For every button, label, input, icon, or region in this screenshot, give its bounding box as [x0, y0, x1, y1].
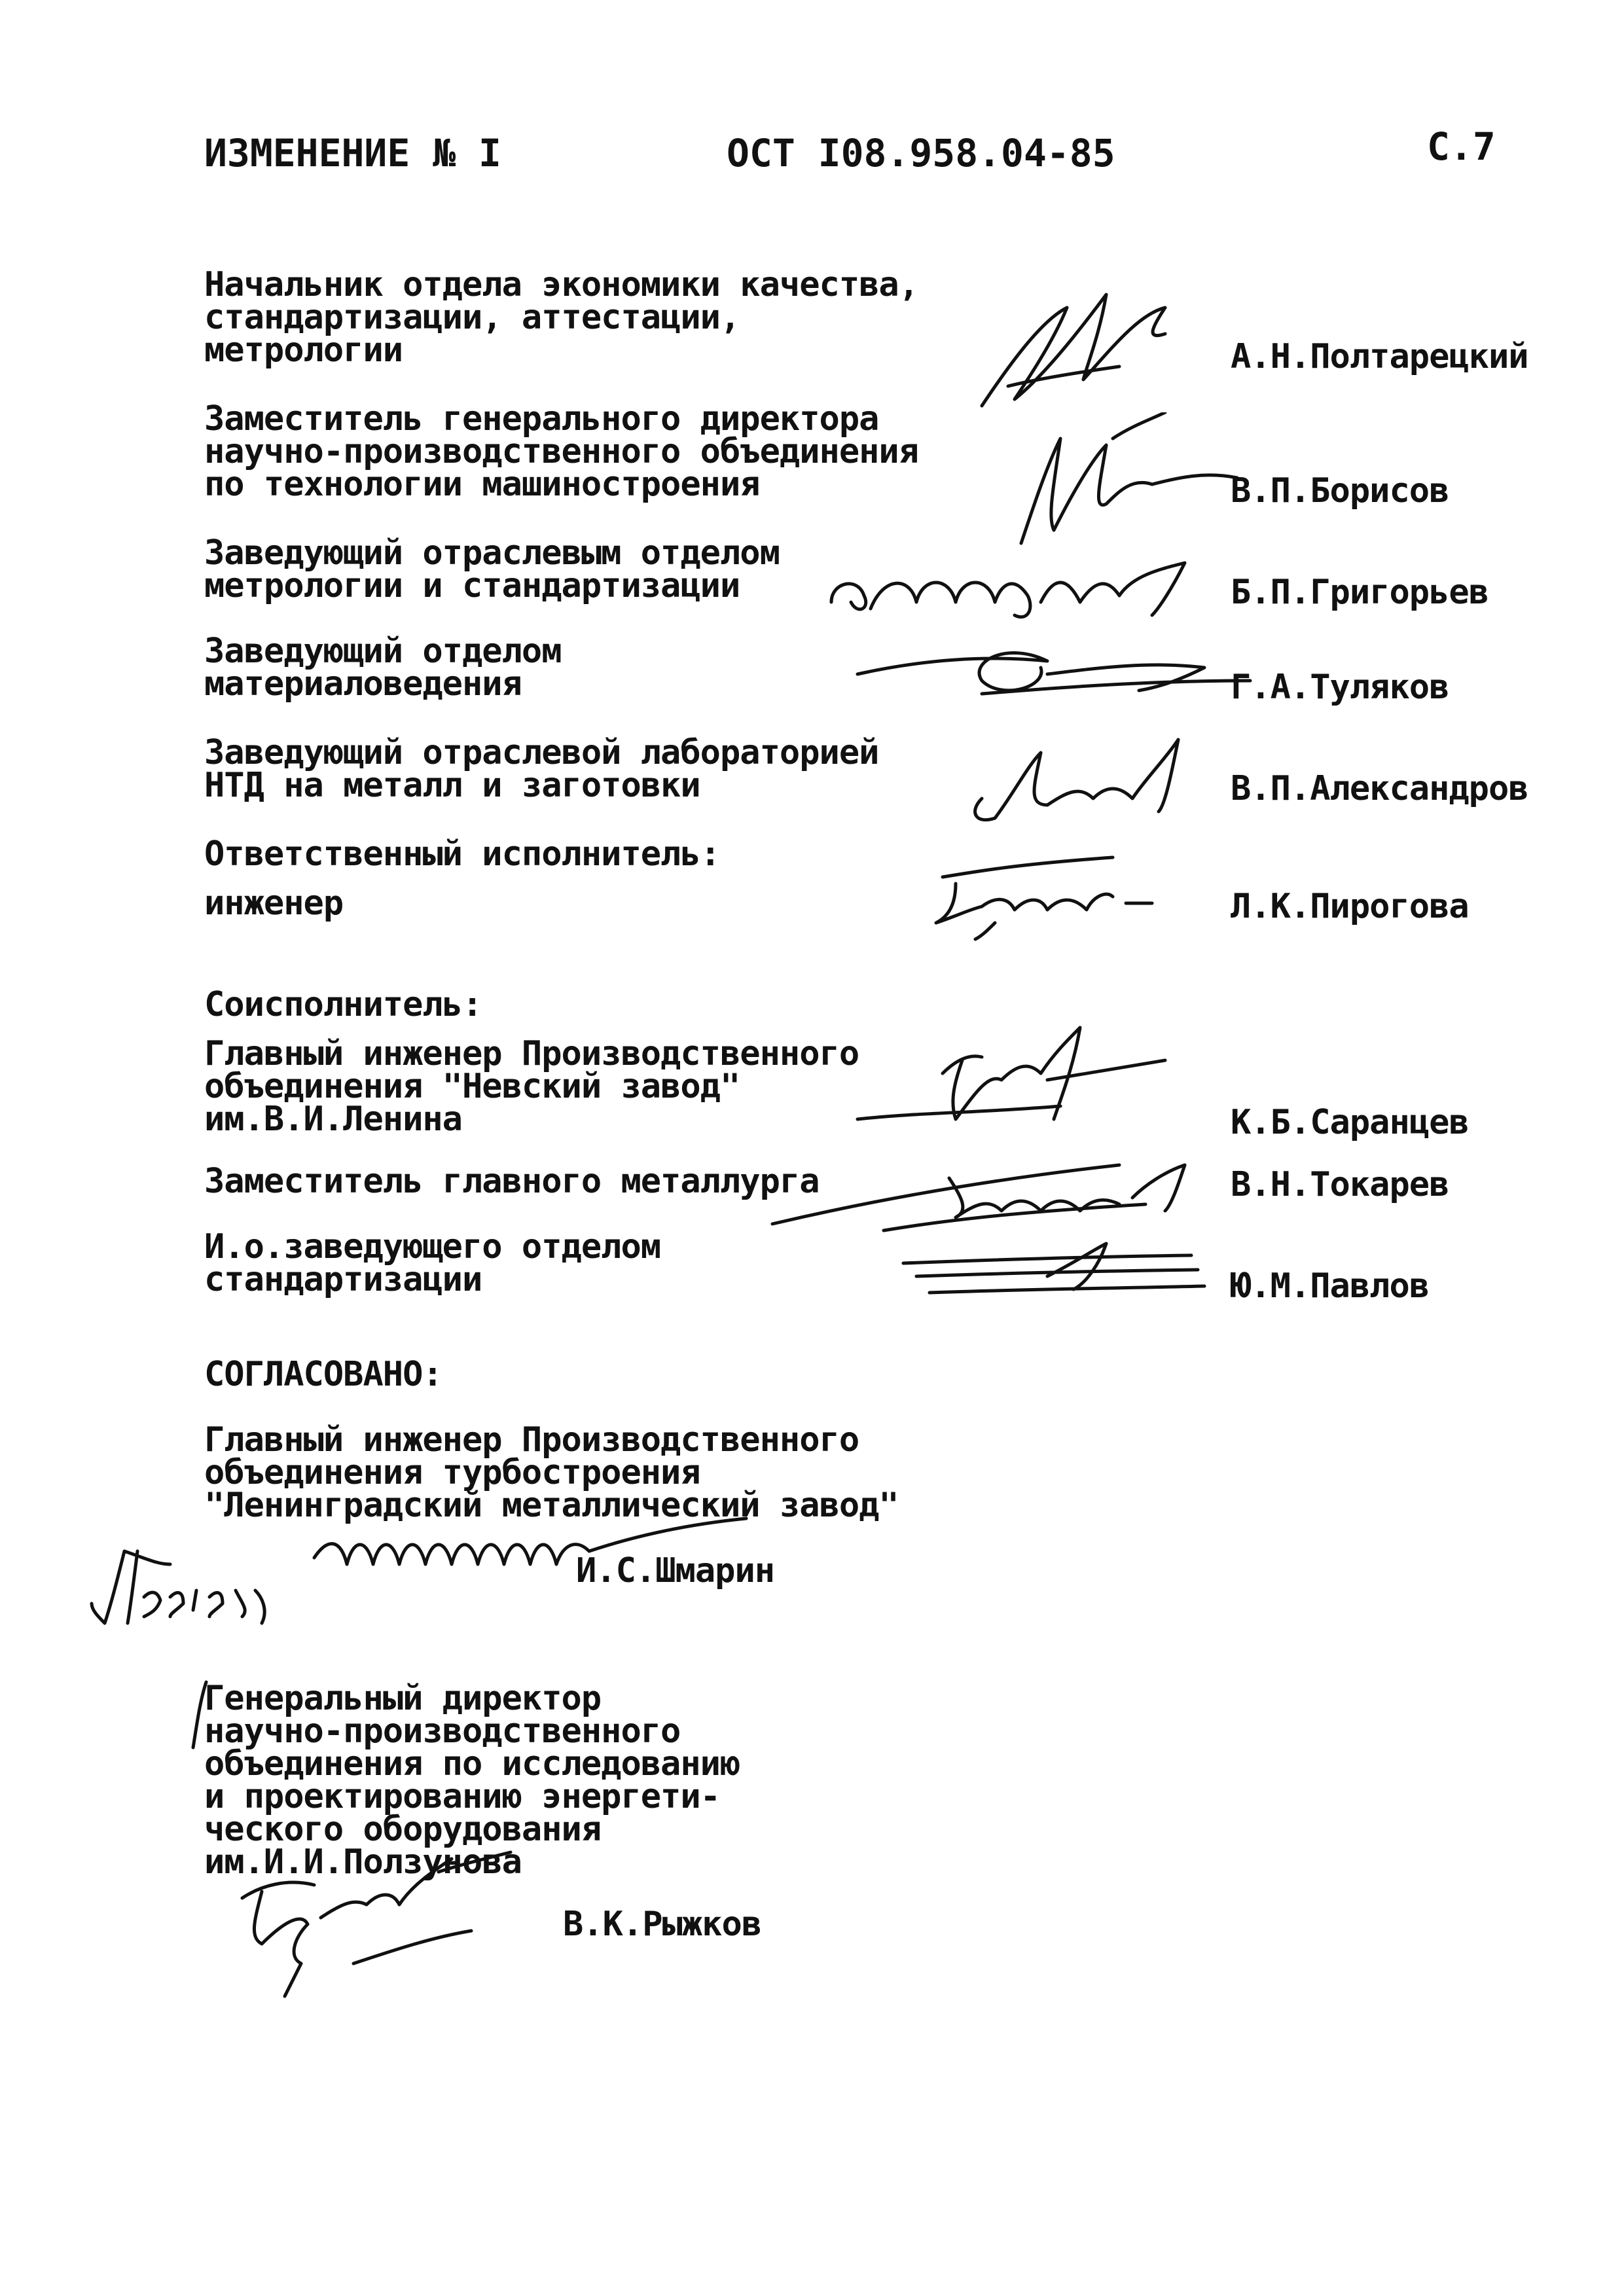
signature-pirogova [916, 844, 1165, 942]
signatory-name-3: Б.П.Григорьев [1231, 573, 1489, 612]
agreed-name-1: И.С.Шмарин [576, 1551, 775, 1590]
signature-ryzhkov [223, 1833, 576, 2003]
signature-sarantsev [851, 1001, 1191, 1145]
agreed-heading: СОГЛАСОВАНО: [204, 1355, 442, 1394]
coexecutor-title-3: И.о.заведующего отделом стандартизации [204, 1227, 661, 1299]
signature-pavlov [890, 1230, 1218, 1302]
signatory-title-2: Заместитель генерального директора научно-производственного объединения по технологии машиностроения [204, 399, 919, 504]
signature-aleksandrov [962, 726, 1211, 831]
signatory-title-3: Заведующий отраслевым отделом метрологии и стандартизации [204, 533, 780, 605]
coexecutor-name-2: В.Н.Токарев [1231, 1165, 1449, 1204]
coexecutor-name-3: Ю.М.Павлов [1231, 1266, 1430, 1306]
signature-shmarin [288, 1499, 785, 1604]
signatory-title-1: Начальник отдела экономики качества, стандартизации, аттестации, метрологии [204, 265, 919, 370]
coexecutor-name-1: К.Б.Саранцев [1231, 1103, 1469, 1142]
page-number: С.7 [1427, 124, 1496, 169]
signature-poltaretsky [969, 268, 1204, 419]
agreed-title-2: Генеральный директор научно-производственного объединения по исследованию и проектированию энергети- ческого оборудования им.И.И.Ползунова [204, 1679, 740, 1882]
margin-bracket [187, 1676, 213, 1754]
signatory-name-2: В.П.Борисов [1231, 471, 1449, 511]
date-mark-handwritten [79, 1538, 301, 1636]
signature-tokarev [753, 1139, 1224, 1237]
responsible-title: инженер [204, 884, 344, 923]
standard-number: ОСТ I08.958.04-85 [727, 131, 1115, 175]
agreed-name-2: В.К.Рыжков [563, 1905, 762, 1944]
change-number: ИЗМЕНЕНИЕ № I [204, 131, 501, 175]
signatory-name-4: Г.А.Туляков [1231, 668, 1449, 707]
responsible-heading: Ответственный исполнитель: [204, 834, 720, 874]
responsible-name: Л.К.Пирогова [1231, 887, 1469, 926]
signatory-name-5: В.П.Александров [1231, 769, 1528, 808]
coexecutor-title-2: Заместитель главного металлурга [204, 1162, 820, 1201]
signature-tulyakov [851, 635, 1257, 707]
signatory-title-5: Заведующий отраслевой лабораторией НТД на металл и заготовки [204, 733, 879, 805]
coexecutor-heading: Соисполнитель: [204, 985, 482, 1024]
signatory-name-1: А.Н.Полтарецкий [1231, 337, 1528, 376]
signatory-title-4: Заведующий отделом материаловедения [204, 632, 562, 704]
agreed-title-1: Главный инженер Производственного объединения турбостроения "Ленинградский металлический завод" [204, 1420, 899, 1525]
signature-grigoriev [818, 537, 1224, 628]
signature-borisov [982, 412, 1244, 556]
coexecutor-title-1: Главный инженер Производственного объединения "Невский завод" им.В.И.Ленина [204, 1034, 859, 1139]
